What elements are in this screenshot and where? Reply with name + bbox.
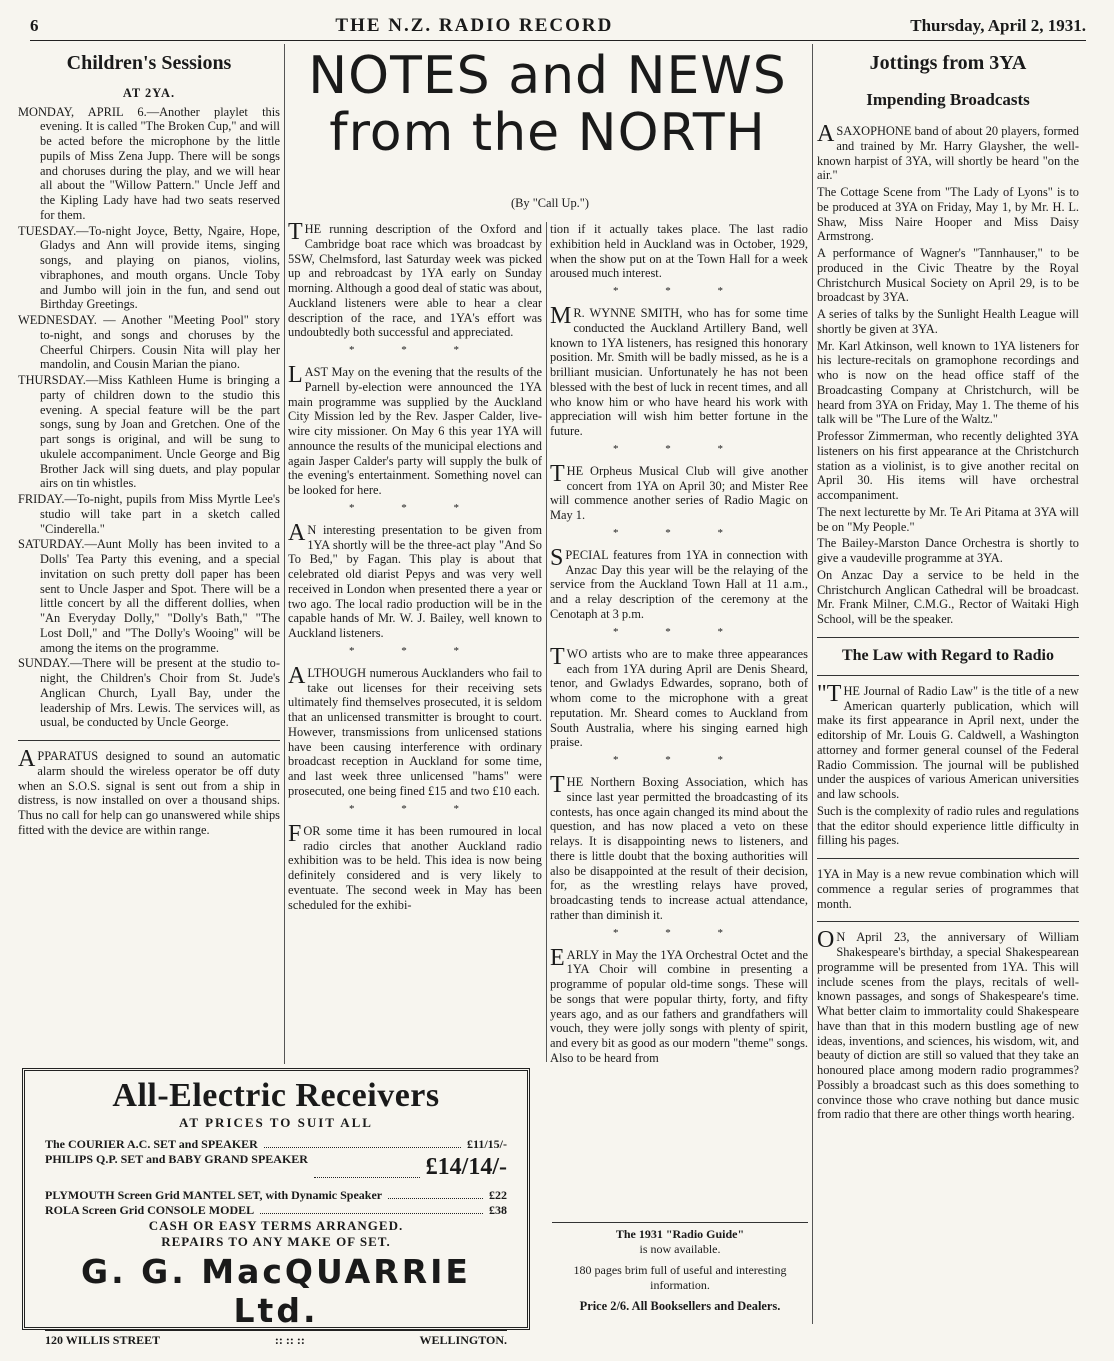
day-entry: MONDAY, APRIL 6.—Another playlet this evening. It is called "The Broken Cup," and will be acted before the microphone by the little pupils of Miss Zena Jupp. There will be songs and choruses during the play, and we will hear all about the "Willow Pattern." Uncle Jeff and the Kipling Lady have had two seats reserved for them. (18, 104, 280, 222)
day-entry: FRIDAY.—To-night, pupils from Miss Myrtle Lee's studio will take part in a sketch called "Cinderella." (18, 492, 280, 536)
ad-item-price: £38 (489, 1203, 507, 1217)
north-news-column-2 (288, 219, 542, 914)
ad-price-row (45, 1188, 507, 1203)
guide-subtitle: is now available. (639, 1242, 721, 1256)
star-divider: * * * (349, 644, 481, 657)
ad-price-row (45, 1137, 507, 1152)
star-divider: * * * (349, 344, 481, 356)
column-rule (546, 222, 547, 1062)
news-item: tion if it actually takes place. The last radio exhibition held in Auckland was in October, 1929, when the show put on at the Town Hall for a week aroused much interest. (550, 222, 808, 281)
masthead-line-2: from the NORTH (329, 103, 766, 163)
law-item: Such is the complexity of radio rules and regulations that the editor should experience little difficulty in filling his pages. (817, 803, 1079, 848)
issue-date: Thursday, April 2, 1931. (910, 16, 1086, 35)
jottings-item: Professor Zimmerman, who recently delighted 3YA listeners on his first appearance at the Christchurch station as a violinist, is to give another recital on April 30. His items will have orchestral accompaniment. (817, 429, 1079, 503)
ad-firm-name: G. G. MacQUARRIE Ltd. (81, 1252, 471, 1330)
dot-leader (388, 1188, 483, 1199)
guide-body: 180 pages brim full of useful and interesting information. (573, 1263, 787, 1292)
news-item: THE running description of the Oxford and Cambridge boat race which was broadcast by 5SW, Chelmsford, last Saturday week was picked up and rebroadcast by 1YA early on Sunday morning. Although a good deal of static was about, Auckland listeners were able to hear a clear description of the race, and 1YA's effort was undoubtedly both successful and appreciated. (288, 219, 542, 340)
ad-item-label: The COURIER A.C. SET and SPEAKER (45, 1137, 258, 1151)
ad-headline: All-Electric Receivers (112, 1077, 440, 1114)
law-item: "THE Journal of Radio Law" is the title of a new American quarterly publication, which will make its first appearance in April next, under the editorship of Mr. Louis G. Caldwell, a Washington attorney and former general counsel of the Federal Radio Commission. The journal will be published under the auspices of various American universities and law schools. (817, 680, 1079, 802)
ad-address-street: 120 WILLIS STREET (45, 1333, 161, 1347)
news-item: THE Orpheus Musical Club will give another concert from 1YA on April 30; and Mister Ree will commence another series of Radio Magic on May 1. (550, 460, 808, 523)
news-item: AN interesting presentation to be given from 1YA shortly will be the three-act play "And So To Bed," by Fagan. This play is about that celebrated old diarist Pepys and was very well received in London when presented there a year or two ago. The local radio production will be in the capable hands of Mr. W. J. Bailey, well known to Auckland listeners. (288, 519, 542, 641)
receivers-advertisement (22, 1068, 530, 1347)
ad-address-separator: :: :: :: (274, 1333, 305, 1347)
ad-terms: CASH OR EASY TERMS ARRANGED. (148, 1218, 404, 1233)
jottings-item: A series of talks by the Sunlight Health League will shortly be given at 3YA. (817, 307, 1079, 336)
news-item: ALTHOUGH numerous Aucklanders who fail to take out licenses for their receiving sets ultimately find themselves prosecuted, it is seldom that an unlicensed transmitter is brought to court. However, transmissions from unlicensed stations have been causing interference with ordinary broadcast reception in Auckland for some time, and last week three unlicensed "hams" were prosecuted, one being fined £15 and two £10 each. (288, 662, 542, 798)
star-divider: * * * (613, 625, 745, 638)
day-entry: SUNDAY.—There will be present at the studio to-night, the Children's Choir from St. Jude's Anglican Church, Lyall Bay, under the leadership of Mrs. Lewis. The services will, as usual, be conducted by Uncle George. (18, 656, 280, 730)
star-divider: * * * (613, 526, 745, 539)
jottings-title: Jottings from 3YA (869, 52, 1027, 74)
column-rule (812, 44, 813, 1324)
masthead-line-1: NOTES and NEWS (308, 46, 787, 106)
north-news-column-3 (550, 222, 808, 1068)
ad-item-price: £14/14/- (425, 1154, 507, 1180)
ad-item-label: PLYMOUTH Screen Grid MANTEL SET, with Dynamic Speaker (45, 1188, 383, 1202)
column-rule (284, 44, 285, 1064)
star-divider: * * * (349, 802, 481, 815)
ad-subhead: AT PRICES TO SUIT ALL (179, 1115, 373, 1130)
news-item: LAST May on the evening that the results of the Parnell by-election were announced the 1YA main programme was supplied by the Auckland City Mission led by the Rev. Jasper Calder, live-wire city missioner. On May 6 this year 1YA will announce the results of the municipal elections and again Jasper Calder's party will supply the bulk of the evening's entertainment. Something novel can be looked for here. (288, 362, 542, 498)
publication-title: THE N.Z. RADIO RECORD (335, 15, 614, 36)
ad-item-label: PHILIPS Q.P. SET and BABY GRAND SPEAKER (45, 1152, 308, 1166)
ad-address (45, 1330, 507, 1348)
star-divider: * * * (613, 754, 745, 767)
section-divider (817, 637, 1079, 638)
star-divider: * * * (613, 285, 745, 297)
jottings-column (817, 44, 1079, 1124)
star-divider: * * * (349, 501, 481, 514)
station-label: AT 2YA. (122, 85, 176, 100)
law-title: The Law with Regard to Radio (841, 646, 1054, 664)
news-item: FOR some time it has been rumoured in local radio circles that another Auckland radio exhibition was to be held. This idea is now being definitely considered and is very likely to eventuate. The second week in May has been scheduled for the exhibi- (288, 820, 542, 912)
page-header (30, 12, 1086, 41)
jottings-item: The next lecturette by Mr. Te Ari Pitama at 3YA will be on "My People." (817, 504, 1079, 534)
day-entry: WEDNESDAY. — Another "Meeting Pool" story to-night, and songs and choruses by the Cheerful Chirpers. Cousin Nita will play her mandolin, and Cousin Marian the piano. (18, 313, 280, 372)
day-entry: SATURDAY.—Aunt Molly has been invited to a Dolls' Tea Party this evening, and a special invitation on such pretty doll paper has been sent to Uncle Jasper and Spot. There will be a little concert by all the different dollies, when "An Everyday Dolly," "Dolly's Bath," "The Lost Doll," and "The Dolly's Wooing" will be among the items on the programme. (18, 537, 280, 655)
ad-repairs: REPAIRS TO ANY MAKE OF SET. (161, 1234, 391, 1249)
notes-news-masthead (290, 46, 805, 164)
page-number: 6 (30, 16, 39, 35)
childrens-sessions-column (18, 44, 280, 840)
apparatus-article: APPARATUS designed to sound an automatic alarm should the wireless operator be off duty when an S.O.S. signal is sent out from a ship in distress, is now installed on over a thousand ships. Thus no call for help can go unanswered while ships fitted with the device are within range. (18, 746, 280, 837)
news-item: EARLY in May the 1YA Orchestral Octet and the 1YA Choir will combine in presenting a programme of popular old-time songs. These will be songs that were popular thirty, forty, and fifty years ago, and as our fathers and grandfathers will vouch, they were jolly songs with plenty of spirit, and every bit as good as our modern "theme" songs. Also to be heard from (550, 944, 808, 1065)
ad-price-row (45, 1203, 507, 1218)
section-divider (18, 740, 280, 741)
shakespeare-item: ON April 23, the anniversary of William Shakespeare's birthday, a special Shakespearean programme will be presented from 1YA. This will include scenes from the plays, recitals of well-known passages, and songs of Shakespeare's time. What better claim to immortality could Shakespeare have than that in this modern bustling age of new ideas, inventions, and sciences, his wisdom, wit, and beauty of diction are still so valued that they take an honoured place among modern radio programmes? Possibly a broadcast such as this does something to convince those who crave nothing but dance music from radio that there are other things worth hearing. (817, 927, 1079, 1122)
news-item: THE Northern Boxing Association, which has since last year permitted the broadcasting of its contests, has once again changed its mind about the question, and has now placed a veto on these relays. It is disappointing news to listeners, and there is little doubt that the boxing authorities will also be disappointed at the result of their decision, for, as the wrestling relays have proved, broadcasting tends to increase actual attendance, rather than diminish it. (550, 772, 808, 922)
news-item: TWO artists who are to make three appearances each from 1YA during April are Denis Sheard, tenor, and Gwladys Edwardes, soprano, both of whom come to the microphone with a great reputation. Mr. Sheard comes to Auckland from South Australia, where his singing earned high praise. (550, 643, 808, 750)
jottings-item: Mr. Karl Atkinson, well known to 1YA listeners for his lecture-recitals on gramophone recordings and who is now on the head office staff of the Broadcasting Company at Christchurch, will be heard from 3YA on Friday, May 1. The theme of his talk will be "The Lure of the Waltz." (817, 338, 1079, 427)
dot-leader (260, 1203, 483, 1214)
news-item: MR. WYNNE SMITH, who has for some time conducted the Auckland Artillery Band, well known to 1YA listeners, has resigned this honorary position. Mr. Smith will be badly missed, as he is a brilliant musician. Unfortunately he has not been blessed with the best of luck in recent times, and all who know him or who have heard his work with appreciation will wish him better fortune in the future. (550, 303, 808, 439)
day-entry: TUESDAY.—To-night Joyce, Betty, Ngaire, Hope, Gladys and Ann will provide items, singing songs, and playing on pianos, violins, vibraphones, and mouth organs. Uncle Toby and Jumbo will join in the fun, and send out Birthday Greetings. (18, 223, 280, 312)
star-divider: * * * (613, 926, 745, 939)
guide-title: The 1931 "Radio Guide" (615, 1227, 745, 1241)
ad-address-city: WELLINGTON. (419, 1333, 507, 1347)
jottings-item: A performance of Wagner's "Tannhauser," to be produced in the Civic Theatre by the Royal Christchurch Musical Society on April 29, is to be broadcast by 3YA. (817, 246, 1079, 305)
star-divider: * * * (613, 442, 745, 455)
section-divider (817, 675, 1079, 676)
dot-leader (264, 1137, 461, 1148)
day-entry: THURSDAY.—Miss Kathleen Hume is bringing a party of children down to the studio this evening. A special feature will be the part songs, sung by Joan and Gretchen. One of the part songs is original, and will be sung to ukulele accompaniment. Uncle George and Big Brother Jack will sing duets, and play popular airs on tin whistles. (18, 373, 280, 491)
ad-item-price: £22 (489, 1188, 507, 1202)
byline: (By "Call Up.") (511, 196, 589, 210)
section-divider (817, 921, 1079, 922)
section-divider (817, 858, 1079, 859)
ad-price-row (45, 1152, 507, 1182)
jottings-item: The Bailey-Marston Dance Orchestra is shortly to give a vaudeville programme at 3YA. (817, 536, 1079, 566)
revue-item: 1YA in May is a new revue combination which will commence a regular series of programmes that month. (817, 867, 1079, 911)
childrens-sessions-title: Children's Sessions (66, 52, 232, 74)
ad-item-price: £11/15/- (466, 1137, 507, 1151)
guide-footer: Price 2/6. All Booksellers and Dealers. (579, 1299, 781, 1313)
dot-leader (314, 1152, 420, 1178)
jottings-item: The Cottage Scene from "The Lady of Lyons" is to be produced at 3YA on Friday, May 1, by Mr. H. L. Shaw, Miss Naire Hooper and Miss Daisy Armstrong. (817, 185, 1079, 244)
radio-guide-notice (552, 1222, 808, 1314)
ad-item-label: ROLA Screen Grid CONSOLE MODEL (45, 1203, 255, 1217)
jottings-item: On Anzac Day a service to be held in the Christchurch Anglican Cathedral will be broadcast. Mr. Frank Milner, C.M.G., Rector of Waitaki High School, will be the speaker. (817, 567, 1079, 627)
jottings-item: ASAXOPHONE band of about 20 players, formed and trained by Mr. Harry Glaysher, the well-known harpist of 3YA, will shortly be heard "on the air." (817, 121, 1079, 183)
news-item: SPECIAL features from 1YA in connection with Anzac Day this year will be the relaying of the service from the Auckland Town Hall at 11 a.m., and a relay description of the ceremony at the Cenotaph at 3 p.m. (550, 544, 808, 621)
jottings-subtitle: Impending Broadcasts (866, 89, 1030, 109)
